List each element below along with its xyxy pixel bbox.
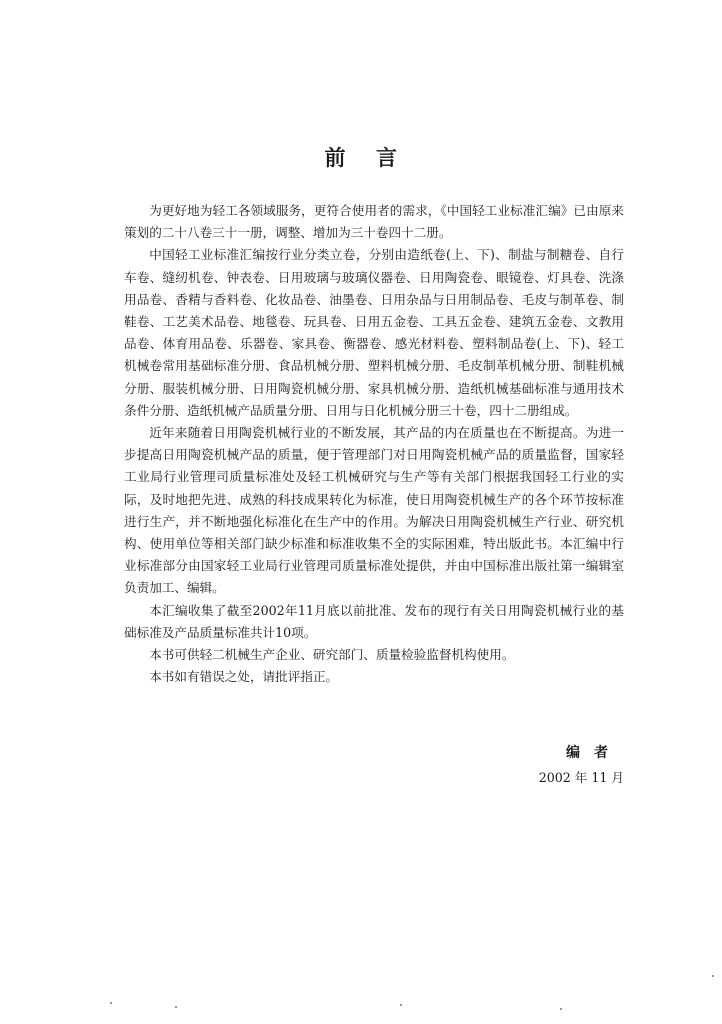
paragraph-5: 本书可供轻二机械生产企业、研究部门、质量检验监督机构使用。: [149, 647, 515, 663]
paragraph-4: 本汇编收集了截至2002年11月底以前批准、发布的现行有关日用陶瓷机械行业的基础标准及产品质量标准共计10项。: [124, 602, 624, 640]
scan-speck: [175, 1006, 177, 1008]
page-title: [0, 142, 722, 172]
signature: 编者: [566, 745, 622, 761]
title-char-1: 前: [324, 145, 346, 170]
paragraph-2: 中国轻工业标准汇编按行业分类立卷，分别由造纸卷(上、下)、制盐与制糖卷、自行车卷、缝纫机卷、钟表卷、日用玻璃与玻璃仪器卷、日用陶瓷卷、眼镜卷、灯具卷、洗涤用品卷、香精与香料卷、化妆品卷、油墨卷、日用杂品与日用制品卷、毛皮与制革卷、制鞋卷、工艺美术品卷、地毯卷、玩具卷、日用五金卷、工具五金卷、建筑五金卷、文教用品卷、体育用品卷、乐器卷、家具卷、衡器卷、感光材料卷、塑料制品卷(上、下)、轻工机械卷常用基础标准分册、食品机械分册、塑料机械分册、毛皮制革机械分册、制鞋机械分册、服装机械分册、日用陶瓷机械分册、家具机械分册、造纸机械基础标准与通用技术条件分册、造纸机械产品质量分册、日用与日化机械分册三十卷，四十二册组成。: [124, 247, 624, 418]
scan-speck: [400, 1004, 402, 1006]
paragraph-1: 为更好地为轻工各领域服务，更符合使用者的需求，《中国轻工业标准汇编》已由原来策划的二十八卷三十一册，调整、增加为三十卷四十二册。: [124, 203, 624, 241]
title-char-2: 言: [376, 145, 398, 170]
scan-speck: [110, 1002, 112, 1004]
date-line: 2002 年 11 月: [538, 770, 624, 785]
scan-speck: [712, 975, 714, 977]
paragraph-6: 本书如有错误之处，请批评指正。: [149, 669, 339, 685]
preface-body: [124, 200, 624, 688]
paragraph-3: 近年来随着日用陶瓷机械行业的不断发展，其产品的内在质量也在不断提高。为进一步提高日用陶瓷机械产品的质量，便于管理部门对日用陶瓷机械产品的质量监督，国家轻工业局行业管理司质量标准处及轻工机械研究与生产等有关部门根据我国轻工行业的实际，及时地把先进、成熟的科技成果转化为标准，使日用陶瓷机械生产的各个环节按标准进行生产，并不断地强化标准化在生产中的作用。为解决日用陶瓷机械生产行业、研究机构、使用单位等相关部门缺少标准和标准收集不全的实际困难，特出版此书。本汇编中行业标准部分由国家轻工业局行业管理司质量标准处提供，并由中国标准出版社第一编辑室负责加工、编辑。: [124, 425, 624, 596]
scan-speck: [560, 1008, 562, 1010]
